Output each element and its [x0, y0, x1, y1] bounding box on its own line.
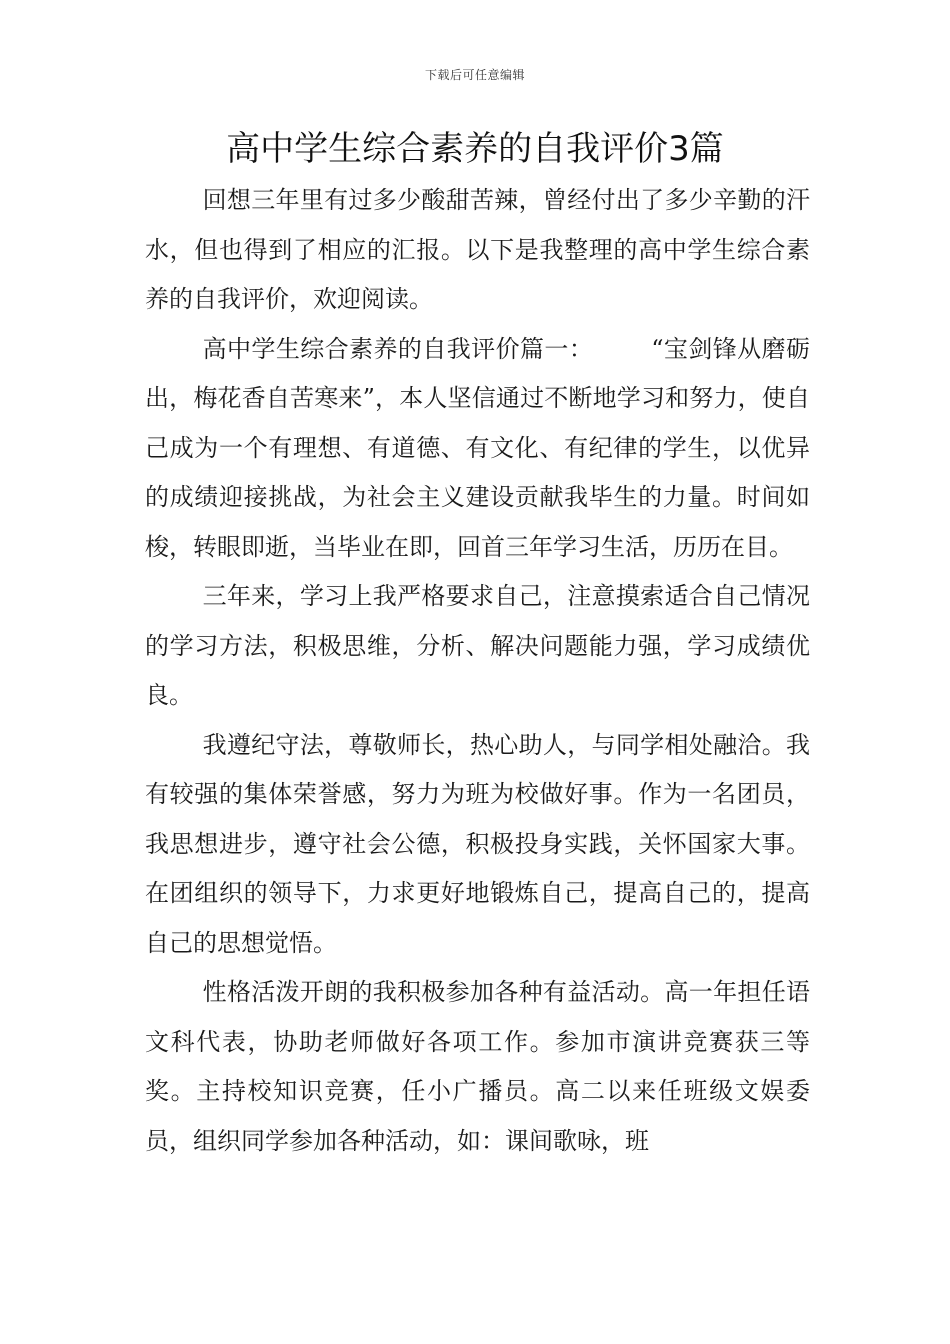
header-note: 下载后可任意编辑 — [424, 68, 525, 82]
essay-one-text: “宝剑锋从磨砺出，梅花香自苦寒来”，本人坚信通过不断地学习和努力，使自己成为一个有理想、有道德、有文化、有纪律的学生，以优异的成绩迎接挑战，为社会主义建设贡献我毕生的力量。时间如梭，转眼即逝，当毕业在即，回首三年学习生活，历历在目。 — [145, 334, 810, 561]
essay-one-heading: 高中学生综合素养的自我评价篇一： — [202, 334, 594, 363]
paragraph-activities: 性格活泼开朗的我积极参加各种有益活动。高一年担任语文科代表，协助老师做好各项工作。参加市演讲竞赛获三等奖。主持校知识竞赛，任小广播员。高二以来任班级文娱委员，组织同学参加各种活动，如：课间歌咏，班 — [145, 978, 810, 1155]
document-title: 高中学生综合素养的自我评价3篇 — [226, 129, 724, 169]
paragraph-study: 三年来，学习上我严格要求自己，注意摸索适合自己情况的学习方法，积极思维，分析、解决问题能力强，学习成绩优良。 — [145, 582, 810, 709]
paragraph-conduct: 我遵纪守法，尊敬师长，热心助人，与同学相处融洽。我有较强的集体荣誉感，努力为班为校做好事。作为一名团员，我思想进步，遵守社会公德，积极投身实践，关怀国家大事。在团组织的领导下，力求更好地锻炼自己，提高自己的，提高自己的思想觉悟。 — [145, 730, 810, 957]
paragraph-essay-one — [145, 325, 810, 573]
document-body — [145, 176, 810, 1166]
paragraph-intro: 回想三年里有过多少酸甜苦辣，曾经付出了多少辛勤的汗水，但也得到了相应的汇报。以下是我整理的高中学生综合素养的自我评价，欢迎阅读。 — [145, 186, 810, 313]
